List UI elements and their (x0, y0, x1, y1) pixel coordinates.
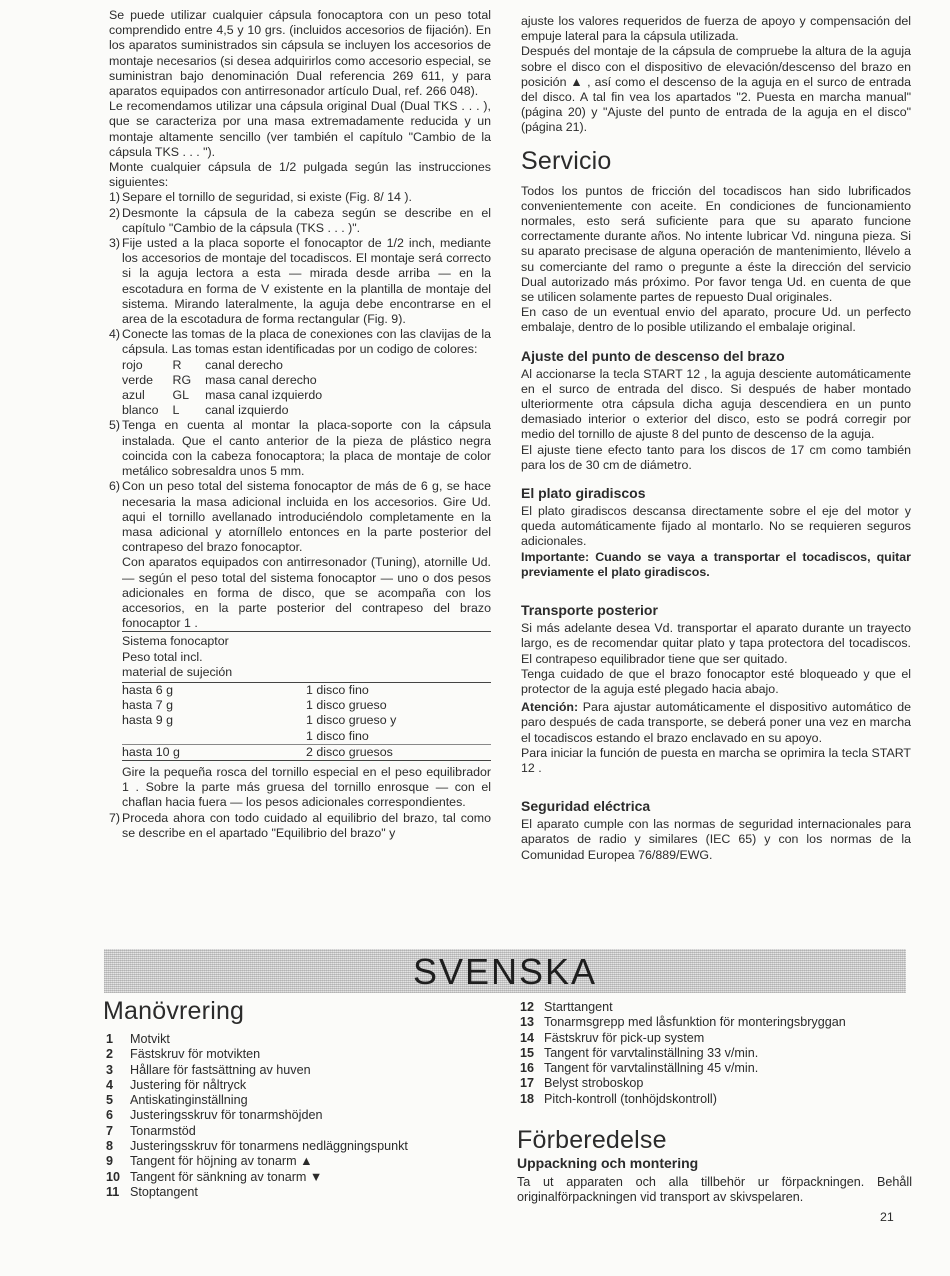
table-row (122, 683, 491, 698)
disc-line: 1 disco grueso y (306, 713, 397, 728)
disc-cell: 1 disco grueso (306, 698, 387, 713)
section-title-forberedelse: Förberedelse (517, 1126, 667, 1155)
weight-cell: hasta 10 g (122, 744, 288, 760)
item-label: Antiskatinginställning (130, 1093, 248, 1108)
step-text: Con aparatos equipados con antirresonador (Tuning), atornille Ud. — según el peso total del sistema fonocaptor — uno o dos pesos adicionales en forma de disco, que se acompaña con los accesorios, en la parte posterior del contrapeso del brazo fonocaptor 1 . (122, 555, 491, 631)
left-column (109, 8, 491, 841)
section-title-uppackning: Uppackning och montering (517, 1155, 699, 1172)
table-row (122, 358, 336, 373)
item-number: 11 (106, 1184, 120, 1199)
section-title-manovrering: Manövrering (103, 997, 245, 1025)
step-text: Con un peso total del sistema fonocaptor de más de 6 g, se hace necesaria la masa adicional incluida en los accesorios. Gire Ud. aqui el tornillo avellanado introduciéndolo completamente en la masa adicional y atorníllelo entonces en la parte posterior del contrapeso del brazo fonocaptor. (122, 479, 491, 555)
list-item (103, 1124, 493, 1139)
step-number: 7) (109, 810, 121, 825)
list-item (517, 1076, 912, 1091)
step-3 (109, 236, 491, 327)
servicio-paragraph-2: En caso de un eventual envio del aparato, procure Ud. un perfecto embalaje, dentro de lo posible utilizando el embalaje original. (521, 305, 911, 335)
item-label: Fästskruv för pick-up system (544, 1030, 705, 1045)
item-number: 15 (520, 1045, 535, 1060)
uppackning-paragraph: Ta ut apparaten och alla tillbehör ur förpackningen. Behåll originalförpackningen vid transport av skivspelaren. (517, 1175, 912, 1205)
item-number: 6 (106, 1108, 114, 1123)
weight-cell: hasta 7 g (122, 698, 173, 713)
item-number: 16 (520, 1061, 535, 1076)
atencion-paragraph (521, 700, 911, 746)
step-text: Conecte las tomas de la placa de conexiones con las clavijas de la cápsula. Las tomas estan identificadas por un codigo de colores: (122, 327, 491, 357)
item-label: Tangent för sänkning av tonarm ▼ (130, 1169, 323, 1184)
table-row (122, 373, 336, 388)
item-number: 2 (106, 1047, 114, 1062)
item-number: 12 (520, 1000, 535, 1014)
step-text: Desmonte la cápsula de la cabeza según se describe en el capítulo "Cambio de la cápsula (TKS . . . )". (122, 205, 491, 235)
item-label: Justering för nåltryck (130, 1077, 247, 1092)
atencion-label: Atención: (521, 700, 579, 715)
step-6-continued (109, 555, 491, 631)
list-item (103, 1170, 493, 1185)
color-code: GL (172, 388, 190, 403)
item-number: 13 (520, 1015, 535, 1030)
intro-paragraph-2: Le recomendamos utilizar una cápsula original Dual (Dual TKS . . . ), que se caracteriza por una masa extremadamente reducida y un montaje altamente sencillo (ver también el capítulo "Cambio de la cápsula TKS . . . "). (109, 99, 491, 159)
item-label: Tangent för höjning av tonarm ▲ (130, 1154, 313, 1169)
item-number: 18 (520, 1091, 535, 1106)
step-1 (109, 190, 491, 205)
step-text: Proceda ahora con todo cuidado al equilibrio del brazo, tal como se describe en el apartado "Equilibrio del brazo" y (122, 810, 491, 840)
right-column (521, 14, 911, 863)
list-item (517, 1061, 912, 1076)
list-item (517, 1015, 912, 1030)
transporte-paragraph-1: Si más adelante desea Vd. transportar el aparato durante un trayecto largo, es de recomendar quitar plato y tapa protectora del tocadiscos. El contrapeso equilibrador tiene que ser quitado. (521, 621, 911, 666)
color-code: RG (172, 372, 192, 387)
item-label: Belyst stroboskop (544, 1076, 644, 1091)
section-title-servicio: Servicio (521, 146, 612, 175)
step-number: 6) (109, 479, 121, 494)
item-number: 1 (106, 1032, 114, 1046)
ajuste-paragraph-2: El ajuste tiene efecto tanto para los discos de 17 cm como también para los de 30 cm de diámetro. (521, 442, 911, 472)
item-number: 14 (520, 1030, 535, 1045)
banner-title: SVENSKA (412, 951, 598, 992)
section-title-ajuste: Ajuste del punto de descenso del brazo (521, 347, 785, 364)
step-number: 3) (109, 236, 121, 251)
section-title-transporte: Transporte posterior (521, 602, 658, 619)
weight-cell: hasta 9 g (122, 713, 173, 728)
step-text: Fije usted a la placa soporte el fonocaptor de 1/2 inch, mediante los accesorios de montaje del tocadiscos. El montaje será correcto si la aguja lectora a esta — mirada desde arriba — en la escotadura en forma de V existente en la plantilla de montaje del sistema. Mirando lateralmente, la aguja debe encontrarse en el area de la escotadura de forma rectangular (Fig. 9). (122, 236, 491, 327)
step-4 (109, 327, 491, 357)
page-number: 21 (880, 1210, 894, 1224)
step-2 (109, 206, 491, 236)
step-6 (109, 479, 491, 555)
item-label: Justeringsskruv för tonarmens nedläggningspunkt (130, 1139, 408, 1154)
item-number: 10 (106, 1169, 121, 1184)
color-meaning: masa canal izquierdo (205, 388, 323, 403)
item-label: Tonarmstöd (130, 1123, 196, 1138)
step-number (109, 555, 122, 631)
list-item (517, 1031, 912, 1046)
color-name: azul (122, 388, 145, 403)
color-meaning: canal derecho (205, 357, 283, 372)
step-number: 1) (109, 190, 121, 205)
color-name: blanco (122, 403, 159, 418)
disc-cell: 2 disco gruesos (288, 744, 491, 760)
iniciar-paragraph: Para iniciar la función de puesta en marcha se oprimira la tecla START 12 . (521, 745, 911, 775)
item-label: Motvikt (130, 1032, 170, 1046)
item-label: Tonarmsgrepp med låsfunktion för monteringsbryggan (544, 1015, 846, 1030)
item-label: Hållare för fastsättning av huven (130, 1062, 311, 1077)
color-meaning: masa canal derecho (205, 372, 317, 387)
item-number: 17 (520, 1076, 535, 1091)
step-number: 5) (109, 418, 121, 433)
item-number: 7 (106, 1123, 114, 1138)
item-label: Fästskruv för motvikten (130, 1047, 261, 1062)
ajuste-paragraph-1: Al accionarse la tecla START 12 , la aguja desciente automáticamente en el surco de entrada del disco. Si después de haber montado ulteriormente otra cápsula dicha aguja descendiera en un punto demasiado interior o exterior del disco, esto se podrá corregir por medio del tornillo de ajuste 8 del punto de descenso de la aguja. (521, 366, 911, 442)
after-table-paragraph: Gire la pequeña rosca del tornillo especial en el peso equilibrador 1 . Sobre la parte más gruesa del tornillo enrosque — con el chaflan hacia fuera — los pesos adicionales correspondientes. (122, 764, 491, 810)
item-label: Stoptangent (130, 1184, 198, 1199)
step-number: 4) (109, 327, 121, 342)
list-item (103, 1139, 493, 1154)
step-number: 2) (109, 205, 121, 220)
item-label: Tangent för varvtalinställning 45 v/min. (544, 1061, 759, 1076)
disc-line: 1 disco fino (306, 728, 369, 743)
control-list-left (103, 1032, 493, 1200)
weight-table (122, 631, 491, 761)
servicio-paragraph-1: Todos los puntos de fricción del tocadiscos han sido lubrificados convenientemente con aceite. En condiciones de funcionamiento normales, esto será suficiente para que su aparato funcione correctamente durante años. No intente lubricar Vd. ninguna pieza. Si su aparato precisase de alguna operación de mantenimiento, llévelo a su comerciante del ramo o pregunte a éste la dirección del servicio Dual autorizado más próximo. Por favor tenga Ud. en cuenta de que se utilicen solamente partes de repuesto Dual originales. (521, 183, 911, 305)
continued-paragraph-1: ajuste los valores requeridos de fuerza de apoyo y compensación del empuje lateral para la cápsula utilizada. (521, 14, 911, 44)
table-row (122, 713, 491, 744)
plato-paragraph: El plato giradiscos descansa directamente sobre el eje del motor y queda automáticamente fijado al montarlo. No se requieren seguros adicionales. (521, 504, 911, 549)
control-list-right (517, 1000, 912, 1107)
list-item (103, 1078, 493, 1093)
header-line: Sistema fonocaptor (122, 634, 229, 649)
item-label: Justeringsskruv för tonarmshöjden (130, 1108, 323, 1123)
weight-table-header (122, 631, 491, 683)
color-code-table (122, 358, 336, 419)
item-label: Pitch-kontroll (tonhöjdskontroll) (544, 1091, 717, 1106)
list-item (103, 1108, 493, 1123)
item-label: Starttangent (544, 1000, 613, 1014)
step-7 (109, 811, 491, 841)
header-line: Peso total incl. (122, 649, 203, 664)
continued-paragraph-2: Después del montaje de la cápsula de compruebe la altura de la aguja sobre el disco con el dispositivo de elevación/descenso del brazo en posición ▲ , así como el descenso de la aguja en el surco de entrada del disco. A tal fin vea los apartados "2. Puesta en marcha manual" (página 20) y "Ajuste del punto de entrada de la aguja en el disco" (página 21). (521, 44, 911, 135)
svenska-right-column (517, 1000, 912, 1205)
item-number: 9 (106, 1154, 114, 1169)
section-title-plato: El plato giradiscos (521, 485, 646, 502)
disc-cell: 1 disco fino (306, 682, 369, 697)
weight-rows (122, 683, 491, 761)
list-item (103, 1093, 493, 1108)
list-item (103, 1154, 493, 1169)
list-item (103, 1047, 493, 1062)
step-text: Tenga en cuenta al montar la placa-soporte con la cápsula instalada. Que el canto anterior de la pieza de plástico negra coincida con la cabeza fonocaptora; la placa de montaje de color metálico sobresaldra unos 5 mm. (122, 418, 491, 479)
list-item (103, 1185, 493, 1200)
disc-cell (288, 713, 491, 744)
list-item (103, 1063, 493, 1078)
table-row (122, 388, 336, 403)
language-banner (104, 949, 906, 993)
list-item (517, 1046, 912, 1061)
color-name: rojo (122, 357, 143, 372)
item-number: 3 (106, 1062, 114, 1077)
item-number: 4 (106, 1077, 114, 1092)
header-line: material de sujeción (122, 664, 233, 679)
section-title-seguridad: Seguridad eléctrica (521, 798, 651, 815)
seguridad-paragraph: El aparato cumple con las normas de seguridad internacionales para aparatos de radio y similares (IEC 65) y con los normas de la Comunidad Europea 76/889/EWG. (521, 817, 911, 862)
item-number: 5 (106, 1093, 114, 1108)
step-text: Separe el tornillo de seguridad, si existe (Fig. 8/ 14 ). (122, 190, 412, 205)
intro-paragraph-3: Monte cualquier cápsula de 1/2 pulgada según las instrucciones siguientes: (109, 160, 491, 190)
color-meaning: canal izquierdo (205, 403, 289, 418)
importante-note: Importante: Cuando se vaya a transportar el tocadiscos, quitar previamente el plato giradiscos. (521, 549, 911, 579)
list-item (103, 1032, 493, 1047)
table-row (122, 744, 491, 760)
table-row (122, 698, 491, 713)
color-name: verde (122, 372, 153, 387)
weight-cell: hasta 6 g (122, 682, 173, 697)
table-row (122, 403, 336, 418)
atencion-text: Para ajustar automáticamente el dispositivo automático de paro después de cada transporte, se deberá poner una vez en marcha el tocadiscos estando el brazo enclavado en su apoyo. (521, 700, 911, 745)
item-number: 8 (106, 1139, 114, 1154)
color-code: L (172, 403, 180, 418)
intro-paragraph-1: Se puede utilizar cualquier cápsula fonocaptora con un peso total comprendido entre 4,5 y 10 grs. (incluidos accesorios de fijación). En los aparatos suministrados sin cápsula se incluyen los accesorios de montaje necesarios (si desea adquirirlos como accesorio especial, se suministran bajo denominación Dual referencia 269 611, y para aparatos equipados con antirresonador artículo Dual, ref. 266 048). (109, 8, 491, 99)
list-item (517, 1000, 912, 1015)
item-label: Tangent för varvtalinställning 33 v/min. (544, 1045, 759, 1060)
list-item (517, 1092, 912, 1107)
step-5 (109, 418, 491, 479)
svenska-left-column (103, 996, 493, 1200)
transporte-paragraph-2: Tenga cuidado de que el brazo fonocaptor esté bloqueado y que el protector de la aguja esté plegado hacia abajo. (521, 666, 911, 696)
color-code: R (172, 357, 182, 372)
